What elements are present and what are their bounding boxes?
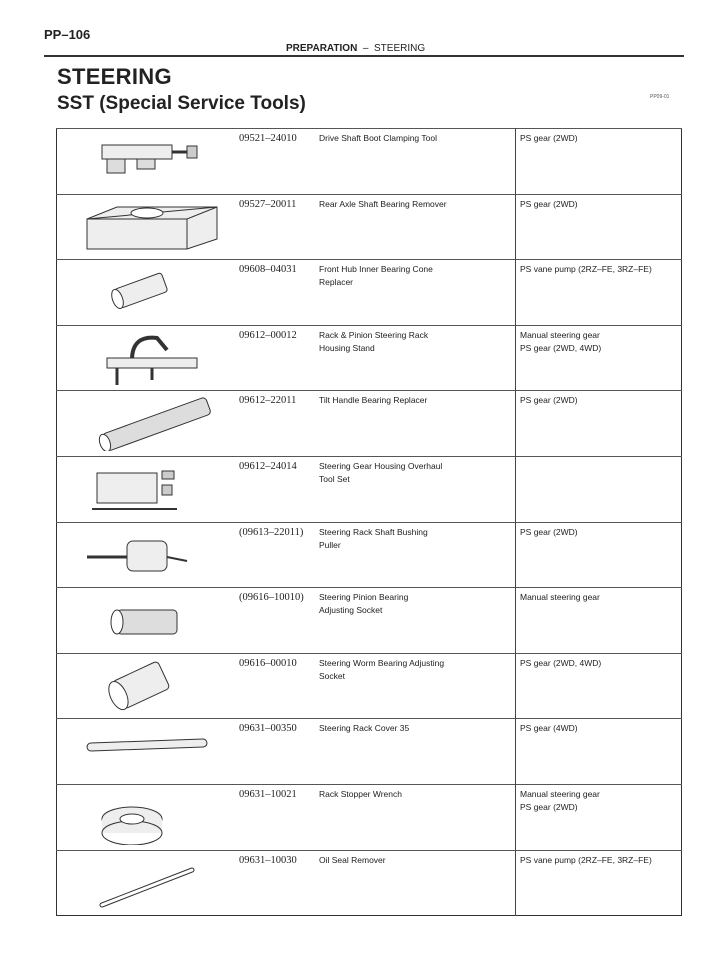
table-row — [57, 719, 682, 785]
tool-usage-line: PS gear (2WD) — [520, 801, 578, 812]
cone-replacer-icon — [77, 264, 227, 320]
running-header — [286, 43, 425, 54]
page-number: PP–106 — [44, 27, 91, 42]
tool-usage — [516, 784, 682, 850]
part-number: 09527–20011 — [235, 194, 315, 260]
tool-usage-line: PS vane pump (2RZ–FE, 3RZ–FE) — [520, 854, 652, 865]
running-header-subsection: STEERING — [374, 43, 426, 54]
clamping-tool-icon — [77, 133, 227, 189]
page-title: STEERING — [57, 64, 172, 89]
table-row — [57, 129, 682, 195]
tool-name — [315, 522, 516, 588]
tool-name-line: Replacer — [319, 277, 354, 288]
tool-name — [315, 391, 516, 457]
housing-stand-icon — [77, 330, 227, 386]
part-number: (09613–22011) — [235, 522, 315, 588]
tool-name — [315, 653, 516, 719]
tool-image-cell — [57, 784, 236, 850]
rack-cover-icon — [77, 723, 227, 779]
table-row — [57, 522, 682, 588]
tool-usage-line: PS gear (2WD, 4WD) — [520, 342, 602, 353]
tool-name-line: Steering Gear Housing Overhaul — [319, 460, 443, 471]
tool-name — [315, 194, 516, 260]
tool-usage-line: PS gear (2WD) — [520, 526, 578, 537]
stopper-wrench-icon — [77, 789, 227, 845]
tool-usage — [516, 325, 682, 391]
tool-usage — [516, 194, 682, 260]
tool-usage — [516, 522, 682, 588]
part-number: 09612–22011 — [235, 391, 315, 457]
tool-name-line: Steering Pinion Bearing — [319, 592, 409, 603]
tool-usage-line: PS gear (4WD) — [520, 723, 578, 734]
part-number: (09616–10010) — [235, 588, 315, 654]
tool-name — [315, 129, 516, 195]
tool-usage-line: PS gear (2WD) — [520, 133, 578, 143]
tool-name-line: Drive Shaft Boot Clamping Tool — [319, 133, 437, 143]
tool-usage-line: PS gear (2WD) — [520, 395, 578, 406]
tool-usage — [516, 391, 682, 457]
header-rule — [44, 55, 684, 57]
tool-name — [315, 260, 516, 326]
table-row — [57, 588, 682, 654]
tool-name-line: Rack Stopper Wrench — [319, 788, 402, 799]
seal-remover-icon — [77, 855, 227, 911]
tool-image-cell — [57, 325, 236, 391]
tool-name — [315, 719, 516, 785]
tool-name-line: Socket — [319, 670, 345, 681]
tool-name — [315, 456, 516, 522]
tool-image-cell — [57, 456, 236, 522]
tool-usage — [516, 129, 682, 195]
part-number: 09608–04031 — [235, 260, 315, 326]
tool-name-line: Steering Rack Shaft Bushing — [319, 526, 428, 537]
tool-usage — [516, 719, 682, 785]
bushing-puller-icon — [77, 527, 227, 583]
tool-name-line: Tilt Handle Bearing Replacer — [319, 395, 428, 406]
tool-image-cell — [57, 653, 236, 719]
tool-usage-line: PS vane pump (2RZ–FE, 3RZ–FE) — [520, 264, 652, 275]
table-row — [57, 784, 682, 850]
table-row — [57, 653, 682, 719]
table-row — [57, 456, 682, 522]
bearing-remover-plate-icon — [77, 199, 227, 255]
tool-usage-line: Manual steering gear — [520, 329, 600, 340]
tool-image-cell — [57, 391, 236, 457]
part-number: 09616–00010 — [235, 653, 315, 719]
tool-image-cell — [57, 588, 236, 654]
part-number: 09612–24014 — [235, 456, 315, 522]
tool-name — [315, 784, 516, 850]
tool-usage-line: Manual steering gear — [520, 592, 600, 603]
tool-image-cell — [57, 719, 236, 785]
tool-name-line: Rear Axle Shaft Bearing Remover — [319, 198, 447, 209]
tool-set-icon — [77, 461, 227, 517]
running-header-separator: – — [362, 43, 369, 54]
tool-name-line: Puller — [319, 539, 341, 550]
tool-name — [315, 588, 516, 654]
pinion-socket-icon — [77, 592, 227, 648]
tool-usage — [516, 850, 682, 916]
tool-usage-line: PS gear (2WD) — [520, 198, 578, 209]
table-row — [57, 850, 682, 916]
tool-name — [315, 850, 516, 916]
tool-name-line: Steering Rack Cover 35 — [319, 723, 410, 734]
tool-usage-line: PS gear (2WD, 4WD) — [520, 657, 602, 668]
table-row — [57, 260, 682, 326]
part-number: 09521–24010 — [235, 129, 315, 195]
tool-usage — [516, 653, 682, 719]
page-subtitle: SST (Special Service Tools) — [57, 93, 306, 114]
tool-name-line: Housing Stand — [319, 342, 375, 353]
tool-name-line: Oil Seal Remover — [319, 854, 386, 865]
tool-name-line: Tool Set — [319, 473, 350, 484]
tool-image-cell — [57, 260, 236, 326]
tool-image-cell — [57, 194, 236, 260]
tool-usage — [516, 260, 682, 326]
document-code: PP09-01 — [650, 94, 670, 100]
part-number: 09631–00350 — [235, 719, 315, 785]
tool-usage — [516, 588, 682, 654]
tool-name-line: Adjusting Socket — [319, 605, 383, 616]
tool-image-cell — [57, 129, 236, 195]
part-number: 09612–00012 — [235, 325, 315, 391]
tool-usage — [516, 456, 682, 522]
part-number: 09631–10021 — [235, 784, 315, 850]
tool-image-cell — [57, 522, 236, 588]
bearing-replacer-icon — [77, 395, 227, 451]
tool-name-line: Front Hub Inner Bearing Cone — [319, 264, 433, 275]
sst-table — [56, 128, 682, 916]
table-row — [57, 325, 682, 391]
table-row — [57, 391, 682, 457]
tool-usage-line: Manual steering gear — [520, 788, 600, 799]
worm-socket-icon — [77, 658, 227, 714]
tool-name-line: Rack & Pinion Steering Rack — [319, 329, 429, 340]
tool-name — [315, 325, 516, 391]
tool-name-line: Steering Worm Bearing Adjusting — [319, 657, 445, 668]
running-header-section: PREPARATION — [286, 43, 358, 54]
table-row — [57, 194, 682, 260]
tool-image-cell — [57, 850, 236, 916]
part-number: 09631–10030 — [235, 850, 315, 916]
